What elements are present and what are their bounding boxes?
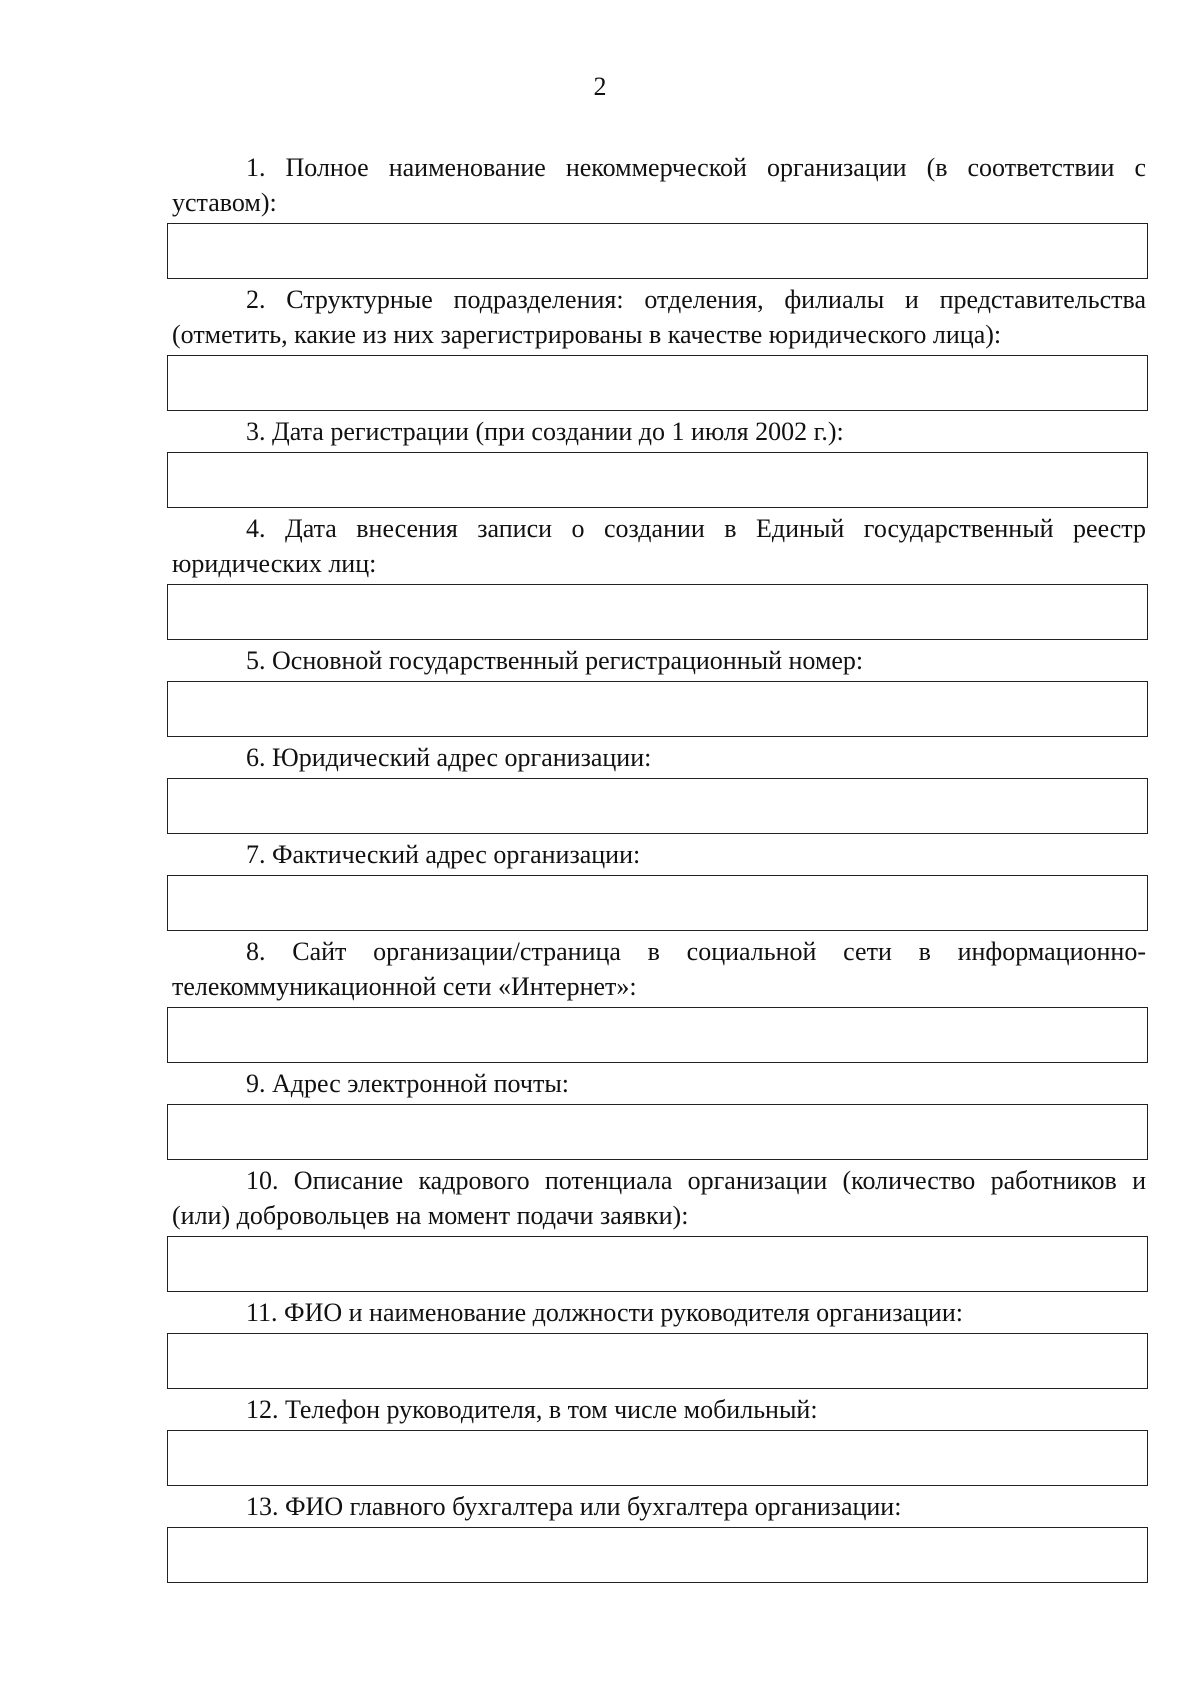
field-website <box>172 934 1146 1063</box>
field-label: 1. Полное наименование некоммерческой организации (в соответствии с уставом): <box>172 153 1146 217</box>
field-head <box>172 1295 1146 1389</box>
website-input[interactable] <box>167 1007 1148 1063</box>
field-accountant <box>172 1489 1146 1583</box>
actual-address-input[interactable] <box>167 875 1148 931</box>
accountant-input[interactable] <box>167 1527 1148 1583</box>
full-name-input[interactable] <box>167 223 1148 279</box>
legal-address-input[interactable] <box>167 778 1148 834</box>
field-label: 11. ФИО и наименование должности руководителя организации: <box>246 1298 963 1327</box>
head-input[interactable] <box>167 1333 1148 1389</box>
field-label: 12. Телефон руководителя, в том числе мобильный: <box>246 1395 818 1424</box>
field-ogrn <box>172 643 1146 737</box>
field-email <box>172 1066 1146 1160</box>
registration-date-input[interactable] <box>167 452 1148 508</box>
field-structural-units <box>172 282 1146 411</box>
field-label: 2. Структурные подразделения: отделения, филиалы и представительства (отметить, какие из них зарегистрированы в качестве юридического лица): <box>172 285 1146 349</box>
field-label: 9. Адрес электронной почты: <box>246 1069 570 1098</box>
field-label: 5. Основной государственный регистрационный номер: <box>246 646 864 675</box>
organization-form <box>172 150 1146 1586</box>
field-head-phone <box>172 1392 1146 1486</box>
field-label: 3. Дата регистрации (при создании до 1 июля 2002 г.): <box>246 417 844 446</box>
field-label: 7. Фактический адрес организации: <box>246 840 641 869</box>
head-phone-input[interactable] <box>167 1430 1148 1486</box>
field-full-name <box>172 150 1146 279</box>
egrul-date-input[interactable] <box>167 584 1148 640</box>
field-label: 10. Описание кадрового потенциала организации (количество работников и (или) добровольцев на момент подачи заявки): <box>172 1166 1146 1230</box>
ogrn-input[interactable] <box>167 681 1148 737</box>
structural-units-input[interactable] <box>167 355 1148 411</box>
page-number: 2 <box>593 72 607 101</box>
field-registration-date <box>172 414 1146 508</box>
field-label: 13. ФИО главного бухгалтера или бухгалтера организации: <box>246 1492 902 1521</box>
email-input[interactable] <box>167 1104 1148 1160</box>
field-staff <box>172 1163 1146 1292</box>
field-label: 4. Дата внесения записи о создании в Единый государственный реестр юридических лиц: <box>172 514 1146 578</box>
staff-input[interactable] <box>167 1236 1148 1292</box>
field-label: 6. Юридический адрес организации: <box>246 743 652 772</box>
field-actual-address <box>172 837 1146 931</box>
field-egrul-date <box>172 511 1146 640</box>
field-label: 8. Сайт организации/страница в социальной сети в информационно-телекоммуникационной сети «Интернет»: <box>172 937 1146 1001</box>
field-legal-address <box>172 740 1146 834</box>
